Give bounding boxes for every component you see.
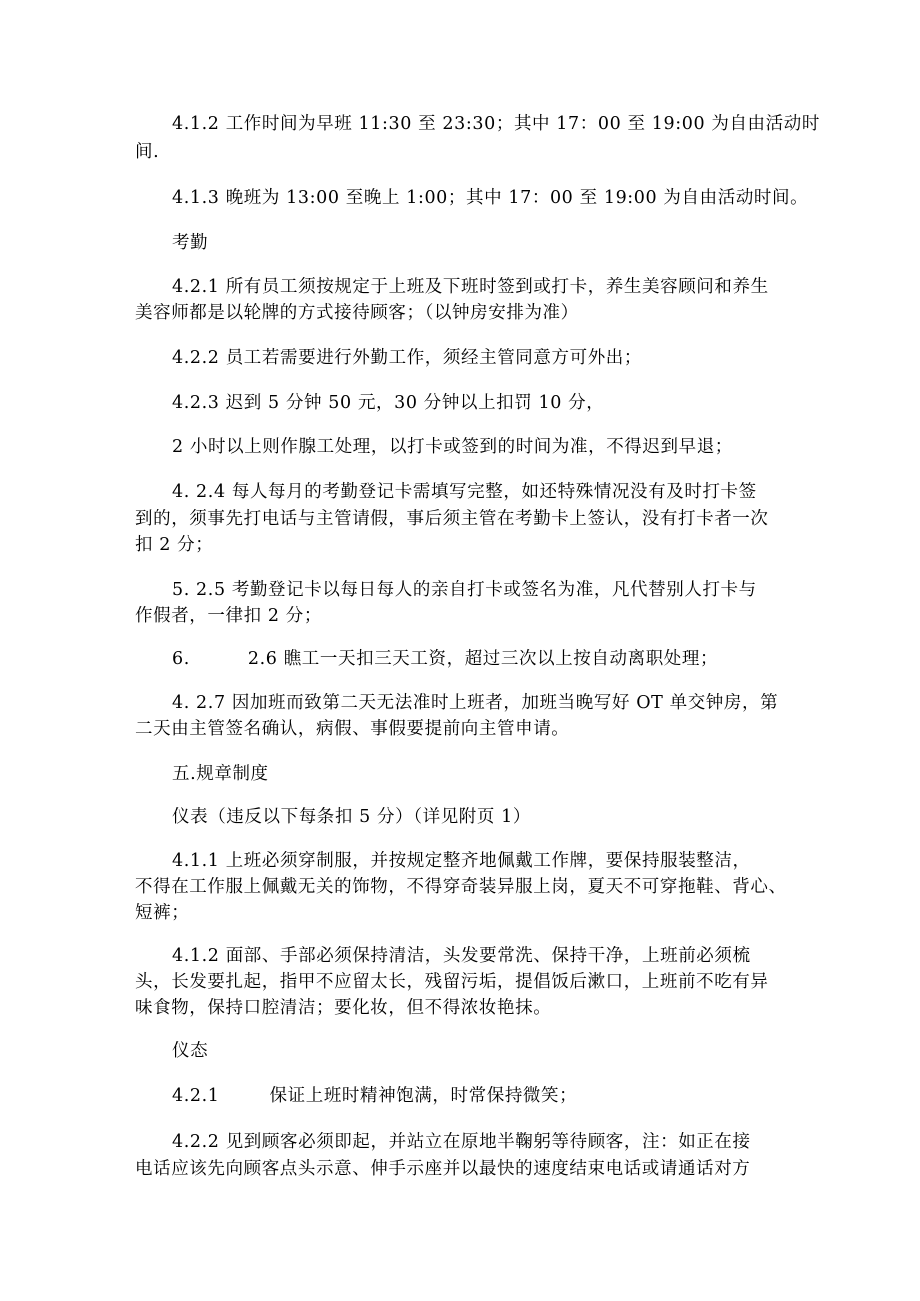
paragraph-4-2-1-line-1: 4.2.1 所有员工须按规定于上班及下班时签到或打卡，养生美容顾问和养生 [172, 277, 769, 297]
paragraph-5-1-1-line-1: 4.1.1 上班必须穿制服，并按规定整齐地佩戴工作牌，要保持服装整洁， [172, 851, 751, 871]
paragraph-5-2-2-line-1: 4.2.2 见到顾客必须即起，并站立在原地半鞠躬等待顾客，注：如正在接 [172, 1132, 751, 1152]
paragraph-4-2-4-line-3: 扣 2 分； [135, 535, 214, 555]
paragraph-4-1-2-line-2: 间. [135, 142, 160, 162]
heading-attendance: 考勤 [172, 233, 209, 253]
paragraph-4-2-1-line-2: 美容师都是以轮牌的方式接待顾客；（以钟房安排为准） [135, 303, 579, 323]
paragraph-5-1-1-line-3: 短裤； [135, 903, 190, 923]
paragraph-4-1-2-line-1: 4.1.2 工作时间为早班 11:30 至 23:30；其中 17：00 至 19:00 为自由活动时 [172, 114, 820, 134]
heading-manner: 仪态 [172, 1041, 209, 1061]
paragraph-4-2-4-line-2: 到的，须事先打电话与主管请假，事后须主管在考勤卡上签认，没有打卡者一次 [135, 509, 769, 529]
paragraph-4-1-3: 4.1.3 晚班为 13:00 至晚上 1:00；其中 17：00 至 19:00 为自由活动时间。 [172, 188, 809, 208]
list-number: 6. [172, 649, 190, 669]
list-number: 4.2.1 [172, 1086, 220, 1106]
paragraph-4-2-3: 4.2.3 迟到 5 分钟 50 元，30 分钟以上扣罚 10 分， [172, 393, 605, 413]
paragraph-5-1-2-line-1: 4.1.2 面部、手部必须保持清洁，头发要常洗、保持干净，上班前必须梳 [172, 946, 751, 966]
paragraph-4-2-7-line-2: 二天由主管签名确认，病假、事假要提前向主管申请。 [135, 719, 570, 739]
paragraph-4-2-2: 4.2.2 员工若需要进行外勤工作，须经主管同意方可外出； [172, 348, 642, 368]
paragraph-5-2-2-line-2: 电话应该先向顾客点头示意、伸手示座并以最快的速度结束电话或请通话对方 [135, 1159, 751, 1179]
heading-rules: 五.规章制度 [172, 764, 269, 784]
paragraph-5-2-1 [172, 1085, 577, 1107]
paragraph-4-2-5-line-2: 作假者，一律扣 2 分； [135, 606, 322, 626]
paragraph-5-1-1-line-2: 不得在工作服上佩戴无关的饰物，不得穿奇装异服上岗，夏天不可穿拖鞋、背心、 [135, 877, 787, 897]
paragraph-4-2-7-line-1: 4. 2.7 因加班而致第二天无法准时上班者，加班当晚写好 OT 单交钟房，第 [172, 693, 779, 713]
paragraph-4-2-3-continued: 2 小时以上则作腺工处理，以打卡或签到的时间为准，不得迟到早退； [172, 437, 733, 457]
list-text: 2.6 瞧工一天扣三天工资，超过三次以上按自动离职处理； [247, 649, 719, 669]
paragraph-5-1-2-line-3: 味食物，保持口腔清洁；要化妆，但不得浓妆艳抹。 [135, 998, 552, 1018]
paragraph-4-2-6 [172, 648, 718, 670]
list-text: 保证上班时精神饱满，时常保持微笑； [269, 1086, 578, 1106]
heading-appearance: 仪表（违反以下每条扣 5 分）（详见附页 1） [172, 807, 532, 827]
paragraph-4-2-4-line-1: 4. 2.4 每人每月的考勤登记卡需填写完整，如还特殊情况没有及时打卡签 [172, 482, 757, 502]
paragraph-5-1-2-line-2: 头，长发要扎起，指甲不应留太长，残留污垢，提倡饭后漱口，上班前不吃有异 [135, 972, 769, 992]
paragraph-4-2-5-line-1: 5. 2.5 考勤登记卡以每日每人的亲自打卡或签名为准，凡代替别人打卡与 [172, 580, 757, 600]
